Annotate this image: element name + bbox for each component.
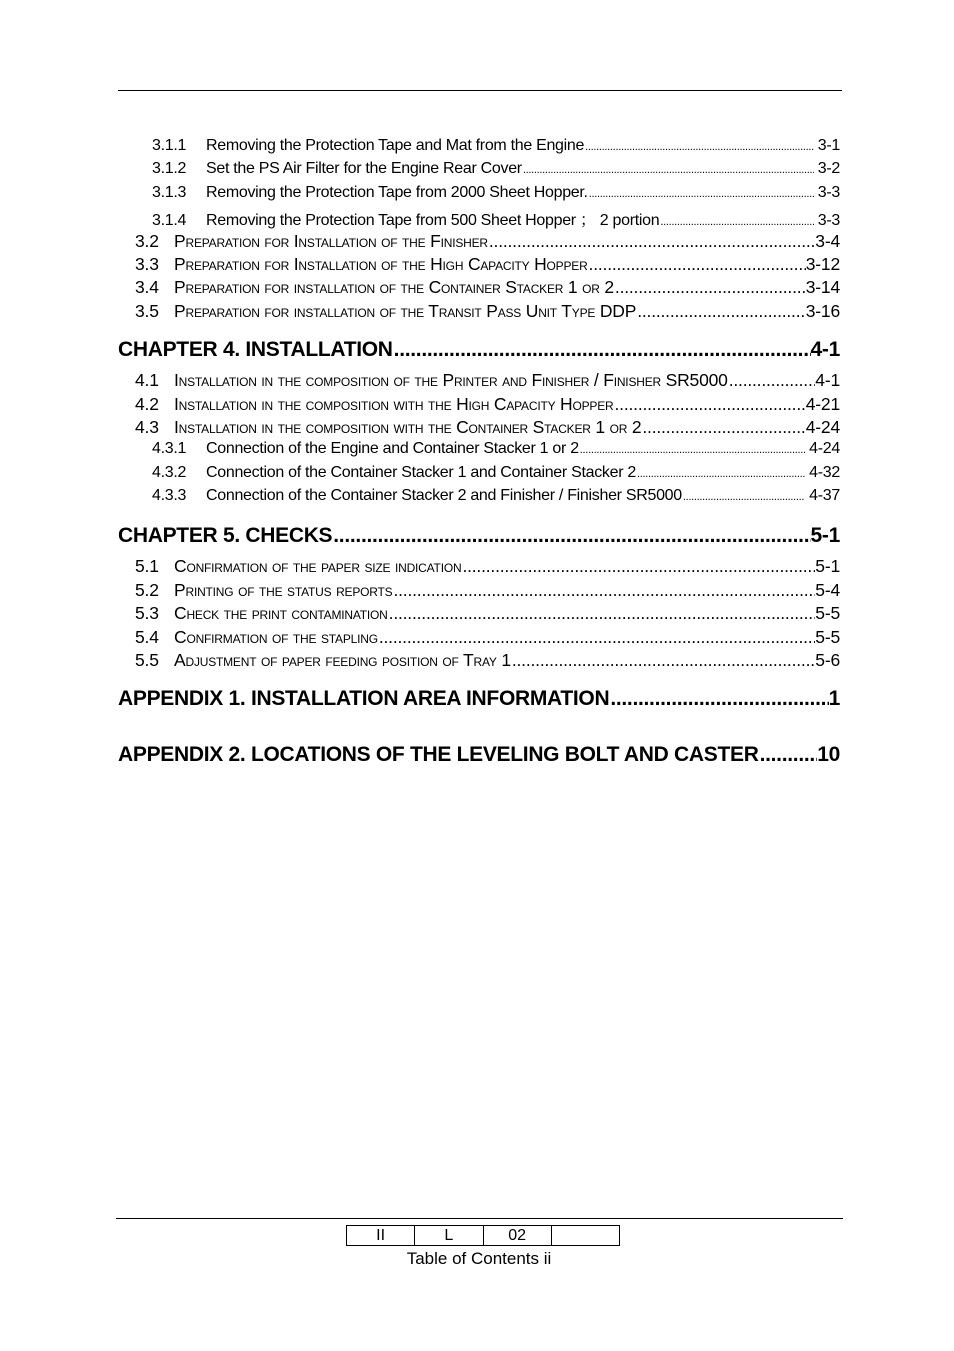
toc-entry[interactable] <box>118 487 840 510</box>
table-of-contents <box>118 137 840 775</box>
toc-entry-number: 4.3 <box>135 416 159 437</box>
toc-entry[interactable] <box>118 464 840 487</box>
toc-entry-page: 3-12 <box>805 253 840 274</box>
toc-entry-title: Preparation for Installation of the Finisher <box>174 230 488 251</box>
toc-entry-number: 5.5 <box>135 650 159 671</box>
toc-entry-title: Installation in the composition of the Printer and Finisher / Finisher SR5000 <box>174 370 728 391</box>
toc-entry-page: 3-16 <box>805 300 840 321</box>
toc-entry-title: APPENDIX 1. INSTALLATION AREA INFORMATION <box>118 687 610 711</box>
toc-dot-leader <box>729 370 816 391</box>
toc-entry[interactable] <box>118 510 840 556</box>
toc-entry[interactable] <box>118 231 840 254</box>
toc-entry-title: Removing the Protection Tape from 2000 Sheet Hopper. <box>206 183 588 201</box>
toc-entry-page: 5-4 <box>815 579 840 600</box>
toc-entry[interactable] <box>118 184 840 207</box>
toc-dot-leader <box>637 468 805 480</box>
revision-cell-4 <box>551 1226 619 1246</box>
toc-dot-leader <box>683 491 805 503</box>
toc-entry[interactable] <box>118 160 840 183</box>
toc-entry-number: 3.1.4 <box>152 212 187 230</box>
toc-dot-leader <box>637 301 806 322</box>
toc-entry-title: Confirmation of the paper size indication <box>174 556 462 577</box>
toc-entry[interactable] <box>118 580 840 603</box>
toc-entry-page: 4-24 <box>809 440 840 458</box>
toc-entry-number: 3.2 <box>135 230 159 251</box>
toc-entry-page: 5-5 <box>815 626 840 647</box>
toc-entry-page: 5-1 <box>815 556 840 577</box>
toc-dot-leader <box>489 231 815 252</box>
toc-dot-leader <box>379 627 815 648</box>
toc-entry-page: 3-3 <box>817 212 840 230</box>
toc-dot-leader <box>642 417 805 438</box>
toc-dot-leader <box>333 524 810 548</box>
toc-dot-leader <box>660 216 813 228</box>
toc-entry-page: 3-14 <box>805 277 840 298</box>
toc-entry-title: CHAPTER 5. CHECKS <box>118 524 333 548</box>
toc-entry[interactable] <box>118 737 840 775</box>
toc-entry[interactable] <box>118 650 840 673</box>
toc-entry-number: 4.2 <box>135 393 159 414</box>
toc-entry[interactable] <box>118 301 840 324</box>
toc-entry-number: 3.1.2 <box>152 160 187 178</box>
toc-dot-leader <box>589 254 806 275</box>
toc-entry-title: Connection of the Engine and Container Stacker 1 or 2 <box>206 440 579 458</box>
header-rule <box>118 90 842 91</box>
toc-entry-title: Set the PS Air Filter for the Engine Rear Cover <box>206 160 522 178</box>
toc-entry-number: 3.5 <box>135 300 159 321</box>
toc-entry-title: Check the print contamination <box>174 603 388 624</box>
toc-entry-title: Adjustment of paper feeding position of Tray 1 <box>174 650 511 671</box>
toc-entry-page: 5-1 <box>810 524 840 548</box>
toc-entry-page: 5-6 <box>815 650 840 671</box>
toc-entry[interactable] <box>118 627 840 650</box>
revision-table <box>346 1225 620 1246</box>
toc-entry-page: 3-4 <box>815 230 840 251</box>
toc-entry-page: 5-5 <box>815 603 840 624</box>
toc-entry[interactable] <box>118 417 840 440</box>
toc-entry-number: 3.4 <box>135 277 159 298</box>
toc-entry[interactable] <box>118 324 840 370</box>
toc-dot-leader <box>393 580 815 601</box>
footer-label: Table of Contents ii <box>406 1249 552 1268</box>
toc-entry[interactable] <box>118 207 840 230</box>
toc-dot-leader <box>615 394 806 415</box>
toc-entry-title: Connection of the Container Stacker 1 and Container Stacker 2 <box>206 463 636 481</box>
revision-cell-1: II <box>347 1226 415 1246</box>
toc-dot-leader <box>580 444 805 456</box>
toc-entry-number: 4.3.1 <box>152 440 187 458</box>
toc-entry-title: Preparation for Installation of the High Capacity Hopper <box>174 253 588 274</box>
toc-entry[interactable] <box>118 370 840 393</box>
toc-entry-number: 3.3 <box>135 253 159 274</box>
toc-entry[interactable] <box>118 394 840 417</box>
footer-rule <box>116 1218 843 1219</box>
toc-entry-title: Confirmation of the stapling <box>174 626 378 647</box>
toc-entry-title: Installation in the composition with the High Capacity Hopper <box>174 393 614 414</box>
toc-entry-page: 4-24 <box>805 416 840 437</box>
toc-entry[interactable] <box>118 137 840 160</box>
toc-spacer <box>118 719 840 737</box>
toc-entry-title: Removing the Protection Tape and Mat from the Engine <box>206 137 585 154</box>
toc-dot-leader <box>462 556 815 577</box>
toc-entry-number: 4.3.3 <box>152 487 187 505</box>
toc-entry-number: 3.1.1 <box>152 137 187 154</box>
toc-entry-page: 4-37 <box>809 487 840 505</box>
toc-entry-number: 3.1.3 <box>152 183 187 201</box>
revision-cell-2: L <box>415 1226 483 1246</box>
toc-entry[interactable] <box>118 254 840 277</box>
toc-entry-number: 4.1 <box>135 370 159 391</box>
toc-dot-leader <box>589 188 814 200</box>
toc-dot-leader <box>615 277 806 298</box>
toc-entry-number: 5.4 <box>135 626 159 647</box>
toc-entry-number: 4.3.2 <box>152 463 187 481</box>
toc-dot-leader <box>523 164 814 176</box>
toc-dot-leader <box>760 743 818 767</box>
toc-entry[interactable] <box>118 603 840 626</box>
toc-entry-page: 10 <box>817 743 840 767</box>
toc-entry-title: Preparation for installation of the Transit Pass Unit Type DDP <box>174 300 637 321</box>
revision-cell-3: 02 <box>483 1226 551 1246</box>
toc-entry-number: 5.1 <box>135 556 159 577</box>
toc-entry[interactable] <box>118 673 840 719</box>
toc-entry-title: Printing of the status reports <box>174 579 393 600</box>
toc-dot-leader <box>389 603 816 624</box>
toc-dot-leader <box>512 650 815 671</box>
toc-entry-title: APPENDIX 2. LOCATIONS OF THE LEVELING BOLT AND CASTER <box>118 743 759 767</box>
toc-entry[interactable] <box>118 440 840 463</box>
toc-dot-leader <box>394 338 811 362</box>
toc-entry-page: 4-1 <box>810 338 840 362</box>
toc-entry-page: 3-2 <box>817 160 840 178</box>
toc-entry[interactable] <box>118 277 840 300</box>
toc-entry[interactable] <box>118 556 840 579</box>
toc-entry-page: 4-32 <box>809 463 840 481</box>
toc-dot-leader <box>610 687 828 711</box>
toc-entry-page: 1 <box>828 687 840 711</box>
toc-entry-title: Removing the Protection Tape from 500 Sheet Hopper ； 2 portion <box>206 212 660 230</box>
toc-entry-title: Preparation for installation of the Container Stacker 1 or 2 <box>174 277 614 298</box>
toc-entry-page: 4-1 <box>815 370 840 391</box>
toc-entry-title: Installation in the composition with the Container Stacker 1 or 2 <box>174 416 642 437</box>
toc-entry-page: 3-3 <box>817 183 840 201</box>
toc-dot-leader <box>585 141 814 153</box>
toc-entry-number: 5.3 <box>135 603 159 624</box>
toc-entry-page: 3-1 <box>817 137 840 154</box>
toc-entry-number: 5.2 <box>135 579 159 600</box>
toc-entry-title: CHAPTER 4. INSTALLATION <box>118 338 393 362</box>
toc-entry-title: Connection of the Container Stacker 2 and Finisher / Finisher SR5000 <box>206 487 682 505</box>
toc-entry-page: 4-21 <box>805 393 840 414</box>
